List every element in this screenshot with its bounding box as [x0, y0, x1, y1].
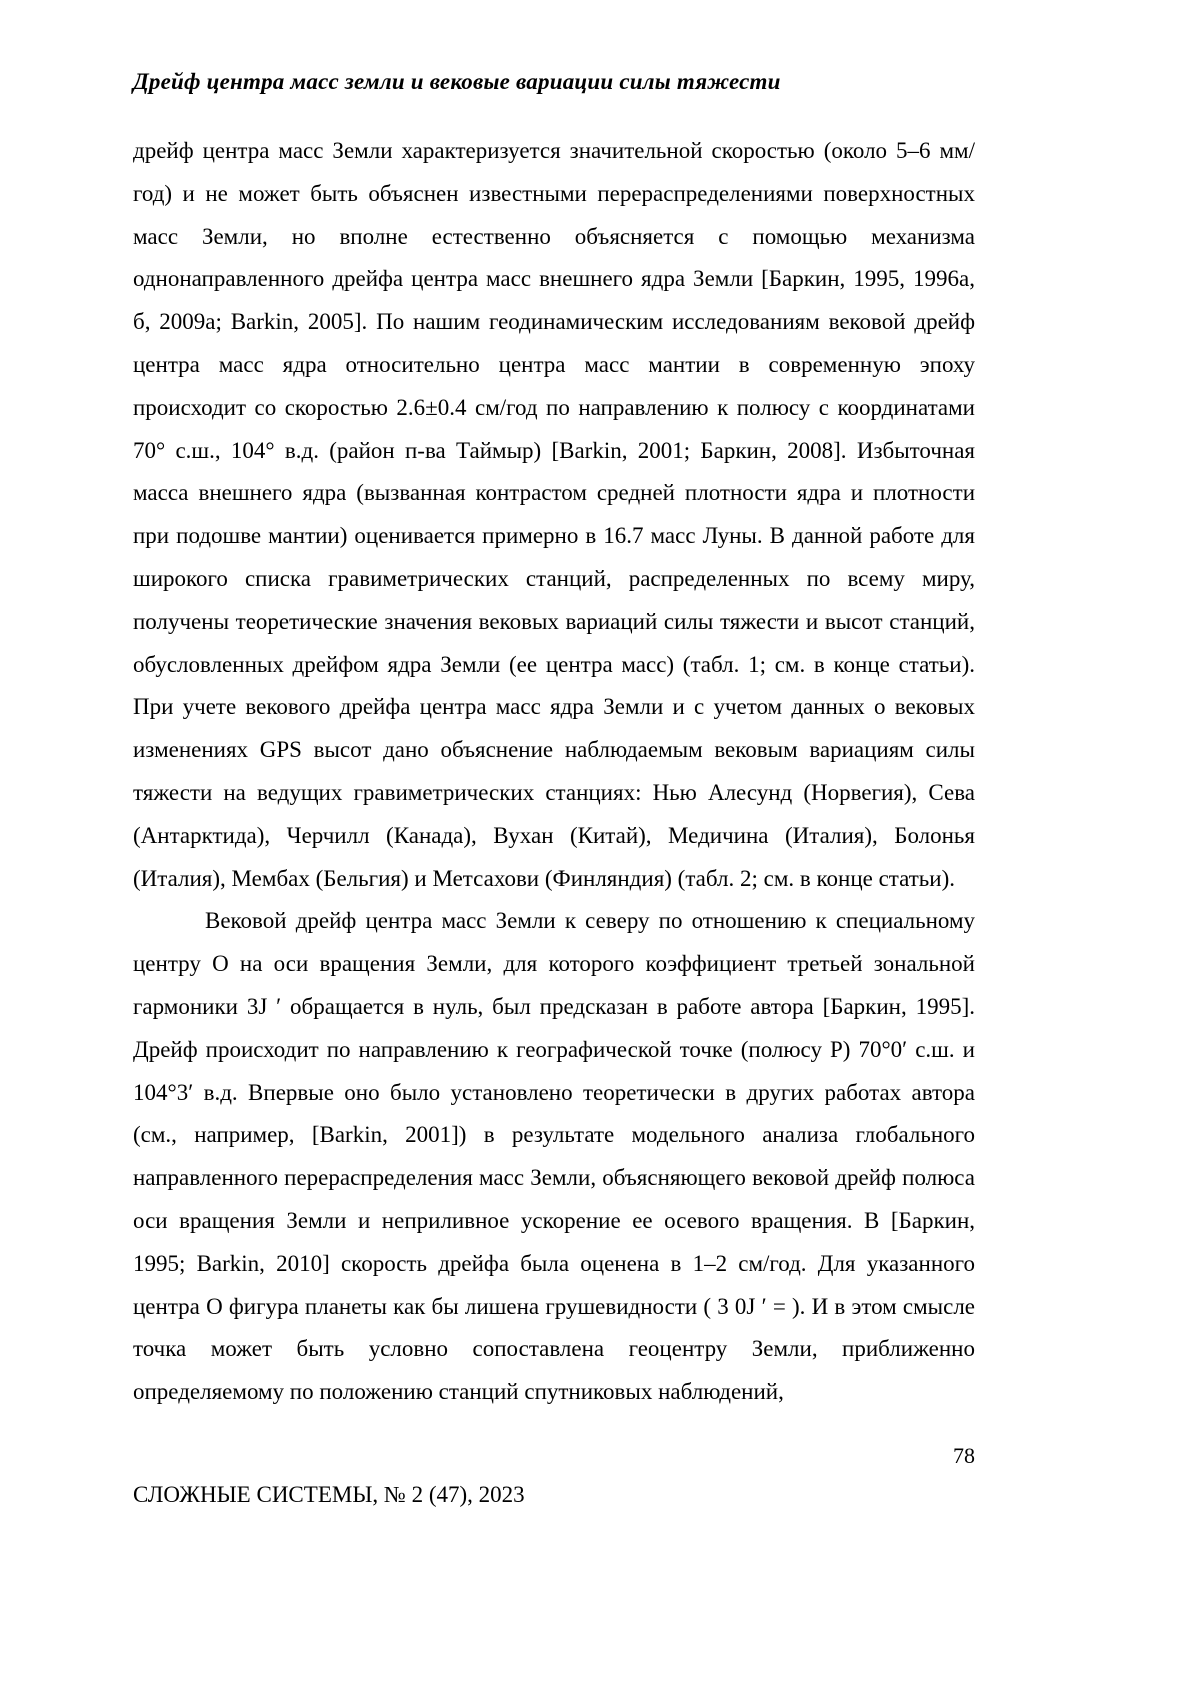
paragraph-2: Вековой дрейф центра масс Земли к северу по отношению к специальному центру О на оси вращения Земли, для которого коэффициент третьей зональной гармоники 3J ′ обращается в нуль, был предсказан в работе автора [Баркин, 1995]. Дрейф происходит по направлению к географической точке (полюсу Р) 70°0′ с.ш. и 104°3′ в.д. Впервые оно было установлено теоретически в других работах автора (см., например, [Barkin, 2001]) в результате модельного анализа глобального направленного перераспределения масс Земли, объясняющего вековой дрейф полюса оси вращения Земли и неприливное ускорение ее осевого вращения. В [Баркин, 1995; Barkin, 2010] скорость дрейфа была оценена в 1–2 см/год. Для указанного центра О фигура планеты как бы лишена грушевидности ( 3 0J ′ = ). И в этом смысле точка может быть условно сопоставлена геоцентру Земли, приближенно определяемому по положению станций спутниковых наблюдений, [133, 908, 975, 1405]
paragraph-1: дрейф центра масс Земли характеризуется значительной скоростью (около 5–6 мм/год) и не может быть объяснен известными перераспределениями поверхностных масс Земли, но вполне естественно объясняется с помощью механизма однонаправленного дрейфа центра масс внешнего ядра Земли [Баркин, 1995, 1996а, б, 2009а; Barkin, 2005]. По нашим геодинамическим исследованиям вековой дрейф центра масс ядра относительно центра масс мантии в современную эпоху происходит со скоростью 2.6±0.4 см/год по направлению к полюсу с координатами 70° с.ш., 104° в.д. (район п-ва Таймыр) [Barkin, 2001; Баркин, 2008]. Избыточная масса внешнего ядра (вызванная контрастом средней плотности ядра и плотности при подошве мантии) оценивается примерно в 16.7 масс Луны. В данной работе для широкого списка гравиметрических станций, распределенных по всему миру, получены теоретические значения вековых вариаций силы тяжести и высот станций, обусловленных дрейфом ядра Земли (ее центра масс) (табл. 1; см. в конце статьи). При учете векового дрейфа центра масс ядра Земли и с учетом данных о вековых изменениях GPS высот дано объяснение наблюдаемым вековым вариациям силы тяжести на ведущих гравиметрических станциях: Нью Алесунд (Норвегия), Сева (Антарктида), Черчилл (Канада), Вухан (Китай), Медичина (Италия), Болонья (Италия), Мембах (Бельгия) и Метсахови (Финляндия) (табл. 2; см. в конце статьи). [133, 138, 975, 891]
running-header: Дрейф центра масс земли и вековые вариации силы тяжести [133, 69, 781, 94]
page-number: 78 [953, 1443, 975, 1468]
article-body [133, 130, 975, 1414]
journal-footer: СЛОЖНЫЕ СИСТЕМЫ, № 2 (47), 2023 [133, 1482, 525, 1507]
